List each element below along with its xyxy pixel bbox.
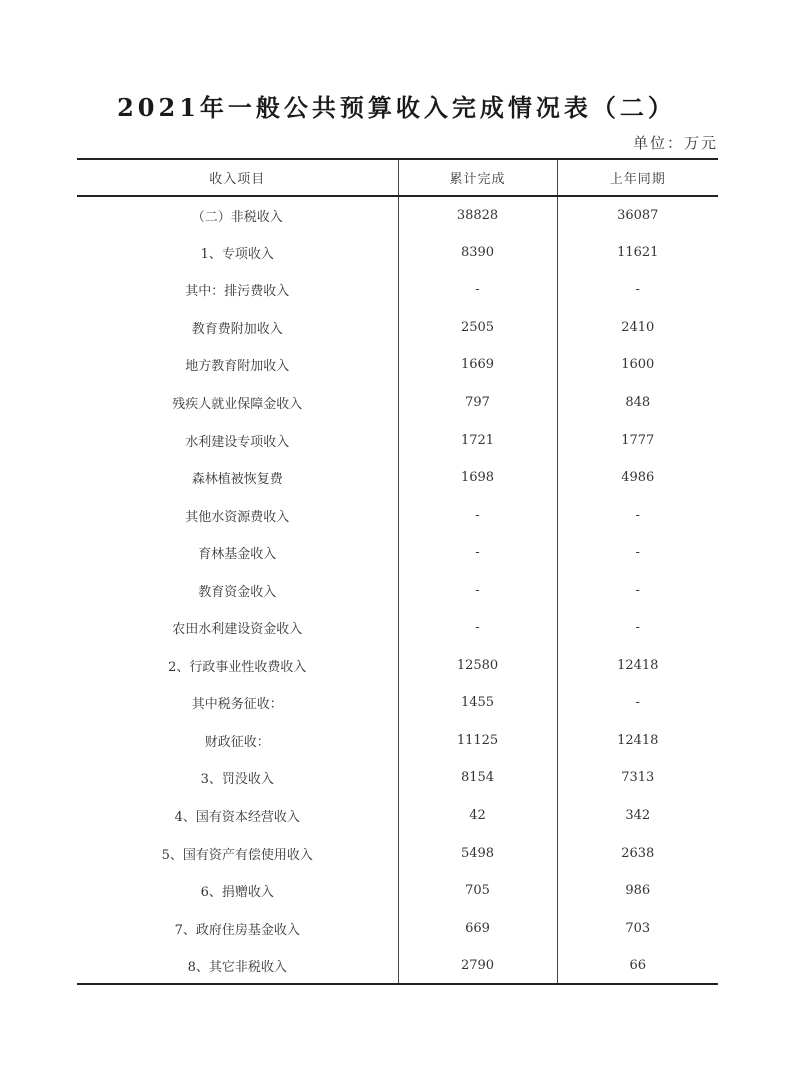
row-prior-year: -	[557, 271, 718, 309]
table-row	[77, 722, 718, 760]
table-row	[77, 647, 718, 685]
header-cumulative: 累计完成	[398, 159, 557, 196]
row-cumulative: 2790	[398, 947, 557, 985]
row-cumulative: 11125	[398, 722, 557, 760]
row-prior-year: -	[557, 496, 718, 534]
row-item: 2、行政事业性收费收入	[168, 659, 307, 675]
row-cumulative: -	[398, 534, 557, 572]
row-item: 6、捐赠收入	[200, 885, 274, 901]
row-cumulative: 1721	[398, 421, 557, 459]
row-prior-year: -	[557, 534, 718, 572]
row-prior-year: 36087	[557, 196, 718, 234]
header-prior-year: 上年同期	[557, 159, 718, 196]
page-title: 2021年一般公共预算收入完成情况表（二）	[117, 93, 676, 122]
unit-label: 单位：万元	[632, 134, 718, 152]
table-row	[77, 196, 718, 234]
table-row	[77, 534, 718, 572]
row-cumulative: -	[398, 609, 557, 647]
row-cumulative: 2505	[398, 309, 557, 347]
row-cumulative: 8390	[398, 234, 557, 272]
row-item: 7、政府住房基金收入	[174, 922, 300, 938]
row-item: 森林植被恢复费	[191, 472, 283, 488]
row-item: （二）非税收入	[191, 209, 283, 225]
table-row	[77, 234, 718, 272]
row-prior-year: 12418	[557, 722, 718, 760]
revenue-table	[77, 158, 718, 985]
table-row	[77, 309, 718, 347]
row-prior-year: -	[557, 571, 718, 609]
row-prior-year: 7313	[557, 759, 718, 797]
row-item: 育林基金收入	[198, 547, 277, 563]
row-item: 残疾人就业保障金收入	[172, 397, 303, 412]
table-row	[77, 346, 718, 384]
row-prior-year: 986	[557, 872, 718, 910]
row-cumulative: 797	[398, 384, 557, 422]
row-item: 8、其它非税收入	[77, 947, 398, 985]
row-cumulative: 1669	[398, 346, 557, 384]
row-item: 其中税务征收：	[191, 697, 283, 713]
row-prior-year: 848	[557, 384, 718, 422]
row-prior-year: 11621	[557, 234, 718, 272]
row-prior-year: 2638	[557, 834, 718, 872]
row-item: 1、专项收入	[200, 246, 274, 262]
row-cumulative: 5498	[398, 834, 557, 872]
row-cumulative: 669	[398, 909, 557, 947]
row-item: 地方教育附加收入	[185, 359, 290, 375]
table-row	[77, 947, 718, 985]
table-row	[77, 797, 718, 835]
row-item: 水利建设专项收入	[185, 434, 290, 450]
row-item: 教育费附加收入	[191, 321, 283, 337]
table-row	[77, 909, 718, 947]
row-cumulative: 705	[398, 872, 557, 910]
row-prior-year: 66	[557, 947, 718, 985]
table-row	[77, 421, 718, 459]
row-cumulative: 8154	[398, 759, 557, 797]
table-row	[77, 271, 718, 309]
row-prior-year: -	[557, 684, 718, 722]
row-item: 5、国有资产有偿使用收入	[161, 847, 313, 863]
row-item: 其中：排污费收入	[185, 284, 290, 300]
table-row	[77, 684, 718, 722]
header-item: 收入项目	[77, 159, 398, 196]
table-row	[77, 834, 718, 872]
row-cumulative: -	[398, 571, 557, 609]
row-cumulative: 42	[398, 797, 557, 835]
row-cumulative: 12580	[398, 647, 557, 685]
row-cumulative: -	[398, 496, 557, 534]
row-cumulative: 1698	[398, 459, 557, 497]
row-item: 3、罚没收入	[200, 772, 274, 788]
row-prior-year: 12418	[557, 647, 718, 685]
row-item: 教育资金收入	[198, 584, 277, 600]
row-prior-year: -	[557, 609, 718, 647]
row-prior-year: 703	[557, 909, 718, 947]
row-cumulative: -	[398, 271, 557, 309]
table-row	[77, 496, 718, 534]
row-prior-year: 4986	[557, 459, 718, 497]
row-prior-year: 2410	[557, 309, 718, 347]
row-item: 其他水资源费收入	[185, 509, 290, 525]
table-row	[77, 459, 718, 497]
row-cumulative: 1455	[398, 684, 557, 722]
table-row	[77, 872, 718, 910]
row-prior-year: 1777	[557, 421, 718, 459]
row-item: 农田水利建设资金收入	[172, 622, 303, 638]
table-header-row	[77, 159, 718, 196]
row-item: 4、国有资本经营收入	[174, 810, 300, 826]
row-prior-year: 1600	[557, 346, 718, 384]
table-row	[77, 384, 718, 422]
table-row	[77, 609, 718, 647]
row-item: 财政征收：	[204, 734, 270, 750]
table-row	[77, 759, 718, 797]
table-row	[77, 571, 718, 609]
row-cumulative: 38828	[398, 196, 557, 234]
row-prior-year: 342	[557, 797, 718, 835]
